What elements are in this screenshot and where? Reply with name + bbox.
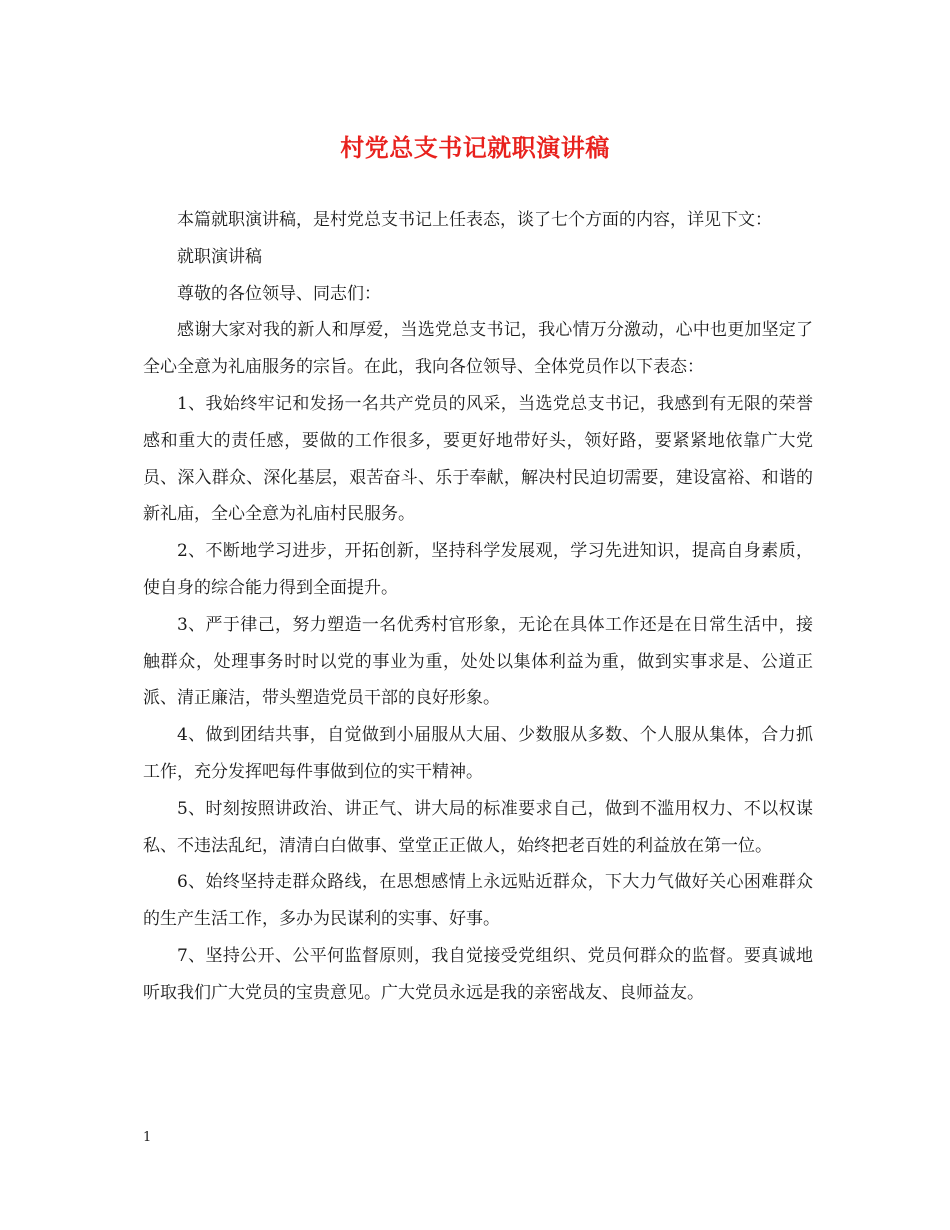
opening-paragraph: 感谢大家对我的新人和厚爱，当选党总支书记，我心情万分激动，心中也更加坚定了全心全意为礼庙服务的宗旨。在此，我向各位领导、全体党员作以下表态： xyxy=(143,320,813,378)
document-title: 村党总支书记就职演讲稿 xyxy=(340,133,610,162)
page-number: 1 xyxy=(143,1130,152,1145)
point-5-paragraph: 5、时刻按照讲政治、讲正气、讲大局的标准要求自己，做到不滥用权力、不以权谋私、不违法乱纪，清清白白做事、堂堂正正做人，始终把老百姓的利益放在第一位。 xyxy=(143,798,813,856)
point-7-paragraph: 7、坚持公开、公平何监督原则，我自觉接受党组织、党员何群众的监督。要真诚地听取我们广大党员的宝贵意见。广大党员永远是我的亲密战友、良师益友。 xyxy=(143,945,813,1003)
point-3-paragraph: 3、严于律己，努力塑造一名优秀村官形象，无论在具体工作还是在日常生活中，接触群众，处理事务时时以党的事业为重，处处以集体利益为重，做到实事求是、公道正派、清正廉洁，带头塑造党员干部的良好形象。 xyxy=(143,614,813,709)
speech-heading: 就职演讲稿 xyxy=(177,246,262,267)
intro-paragraph: 本篇就职演讲稿，是村党总支书记上任表态，谈了七个方面的内容，详见下文： xyxy=(177,210,772,230)
point-2-paragraph: 2、不断地学习进步，开拓创新，坚持科学发展观，学习先进知识，提高自身素质，使自身的综合能力得到全面提升。 xyxy=(143,541,813,598)
point-1-paragraph: 1、我始终牢记和发扬一名共产党员的风采，当选党总支书记，我感到有无限的荣誉感和重大的责任感，要做的工作很多，要更好地带好头，领好路，要紧紧地依靠广大党员、深入群众、深化基层，艰苦奋斗、乐于奉献，解决村民迫切需要，建设富裕、和谐的新礼庙，全心全意为礼庙村民服务。 xyxy=(143,393,813,525)
document-body xyxy=(143,202,813,1012)
point-6-paragraph: 6、始终坚持走群众路线，在思想感情上永远贴近群众，下大力气做好关心困难群众的生产生活工作，多办为民谋利的实事、好事。 xyxy=(143,872,813,930)
salutation: 尊敬的各位领导、同志们： xyxy=(177,283,381,304)
point-4-paragraph: 4、做到团结共事，自觉做到小届服从大届、少数服从多数、个人服从集体，合力抓工作，充分发挥吧每件事做到位的实干精神。 xyxy=(143,725,813,782)
